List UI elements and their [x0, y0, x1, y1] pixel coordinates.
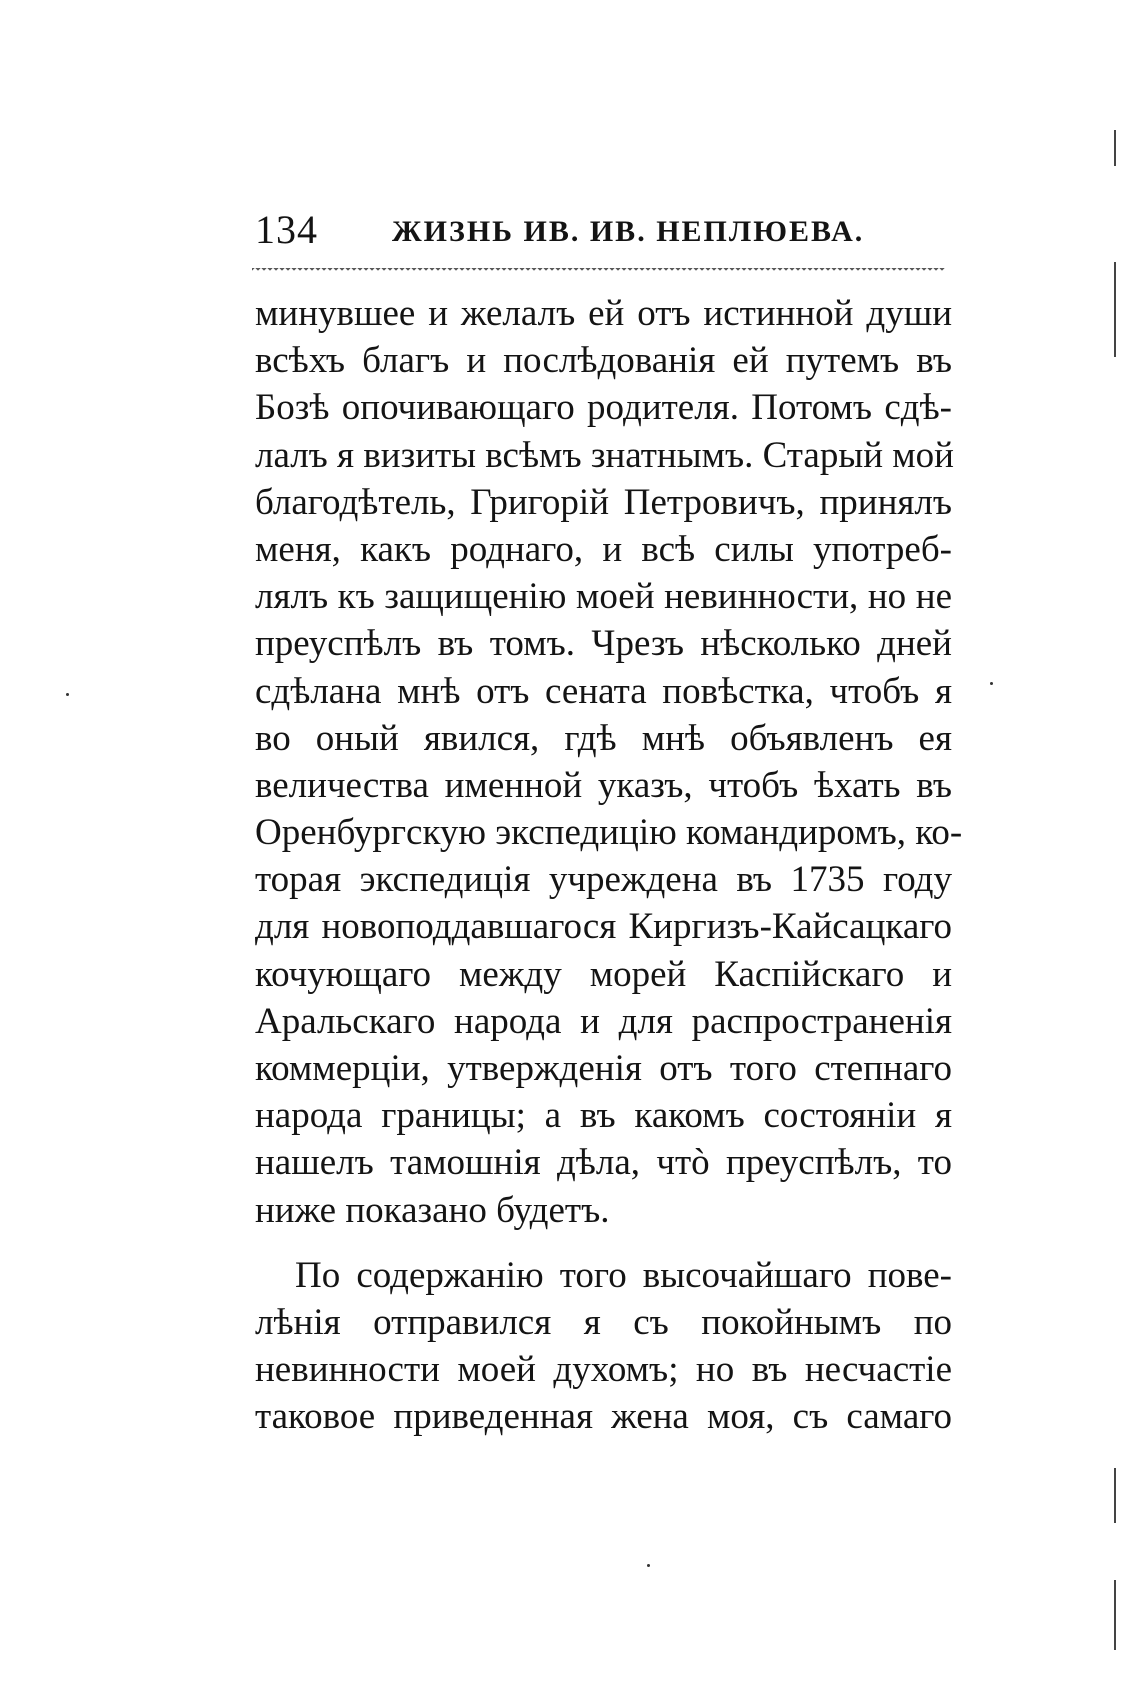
text-line: благодѣтель, Григорій Петровичъ, принялъ: [255, 481, 952, 523]
header-rule: [252, 268, 945, 274]
text-line: меня, какъ роднаго, и всѣ силы употреб-: [255, 528, 952, 570]
text-line: лялъ къ защищенію моей невинности, но не: [255, 576, 952, 618]
scan-edge-mark: [1114, 1580, 1116, 1650]
scan-speck: [647, 1564, 650, 1567]
scan-edge-mark: [1114, 130, 1116, 166]
text-line: таковое приведенная жена моя, съ самаго: [255, 1396, 952, 1438]
text-line: лѣнія отправился я съ покойнымъ по: [255, 1301, 952, 1343]
page-number: 134: [255, 207, 318, 252]
text-line: ниже показано будетъ.: [255, 1189, 610, 1231]
text-line: Бозѣ опочивающаго родителя. Потомъ сдѣ-: [255, 387, 952, 429]
text-line: нашелъ тамошнія дѣла, чтò преуспѣлъ, то: [255, 1142, 952, 1184]
scan-speck: [66, 693, 69, 696]
body-text: [255, 290, 963, 1441]
scan-speck: [990, 682, 993, 685]
text-line: кочующаго между морей Каспійскаго и: [255, 953, 952, 995]
text-line: По содержанію того высочайшаго пове-: [295, 1254, 952, 1296]
scan-edge-mark: [1114, 1468, 1116, 1523]
text-line: преуспѣлъ въ томъ. Чрезъ нѣсколько дней: [255, 623, 952, 665]
text-line: народа границы; а въ какомъ состояніи я: [255, 1095, 952, 1137]
text-line: Оренбургскую экспедицію командиромъ, ко-: [255, 812, 963, 854]
paragraph-gap: [255, 1234, 952, 1252]
page-header: [255, 202, 955, 258]
paragraph-2: [255, 1252, 952, 1441]
text-line: сдѣлана мнѣ отъ сената повѣстка, чтобъ я: [255, 670, 952, 712]
scan-edge-mark: [1114, 262, 1116, 357]
text-line: величества именной указъ, чтобъ ѣхать въ: [255, 764, 952, 806]
text-line: торая экспедиція учреждена въ 1735 году: [255, 859, 952, 901]
text-line: во оный явился, гдѣ мнѣ объявленъ ея: [255, 717, 952, 759]
text-line: для новоподдавшагося Киргизъ-Кайсацкаго: [255, 906, 952, 948]
paragraph-1: [255, 290, 963, 1234]
text-line: коммерціи, утвержденія отъ того степнаго: [255, 1048, 952, 1089]
running-head: ЖИЗНЬ ИВ. ИВ. НЕПЛЮЕВА.: [392, 215, 865, 248]
text-line: лалъ я визиты всѣмъ знатнымъ. Старый мой: [255, 434, 954, 476]
text-line: Аральскаго народа и для распространенія: [255, 1000, 952, 1042]
text-line: невинности моей духомъ; но въ несчастіе: [255, 1349, 952, 1391]
text-line: минувшее и желалъ ей отъ истинной души: [255, 293, 952, 334]
text-line: всѣхъ благъ и послѣдованія ей путемъ въ: [255, 340, 952, 382]
